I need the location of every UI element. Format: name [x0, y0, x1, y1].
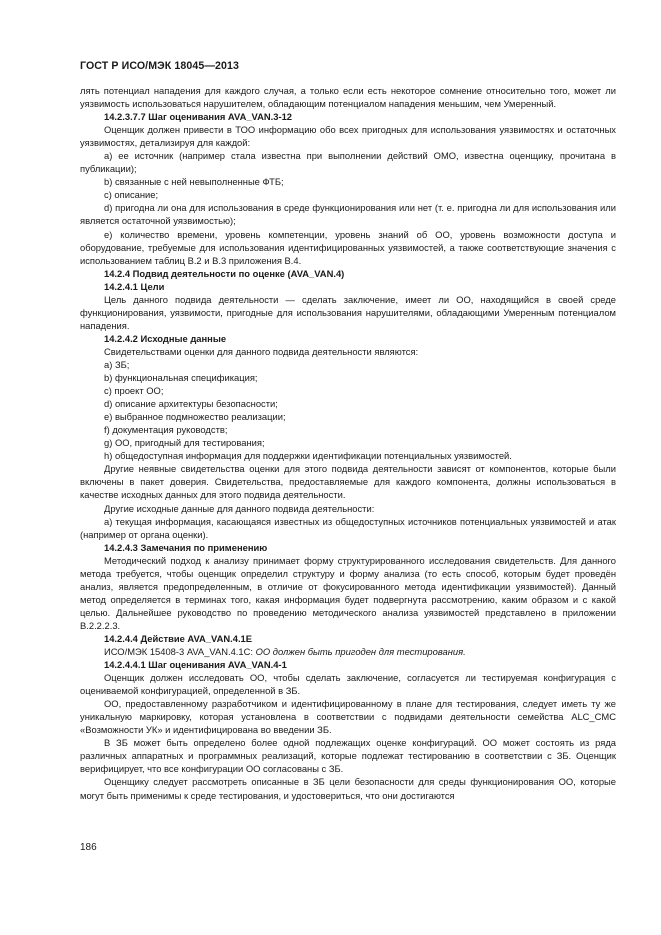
page-number: 186: [80, 842, 97, 853]
list-item: c) проект ОО;: [104, 385, 164, 397]
paragraph: Методический подход к анализу принимает форму структурированного исследования свидетельств. Для данного метода требуется, чтобы оценщик определил структуру и форму анализа (то есть способ, которым будет проведён анализ, является предопределенным, в отличие от фокусированного метода идентификации уязвимостей). Данный метод определяется в терминах того, какая информация будет подвергнута рассмотрению, каким образом и с какой целью. Дальнейшее руководство по проведению методического анализа уязвимостей представлено в приложении В.2.2.2.3.: [80, 554, 616, 631]
list-item: d) описание архитектуры безопасности;: [104, 398, 278, 410]
list-item: b) связанные с ней невыполненные ФТБ;: [104, 176, 284, 188]
note-text: ОО должен быть пригоден для тестирования.: [255, 646, 466, 658]
list-item: e) количество времени, уровень компетенции, уровень знаний об ОО, уровень возможности доступа и оборудование, требуемые для использования идентифицированных уязвимостей, а также соответствующие значения с использованием таблиц В.2 и В.3 приложения В.4.: [80, 228, 616, 266]
paragraph: Оценщик должен исследовать ОО, чтобы сделать заключение, согласуется ли тестируемая конфигурация с оцениваемой конфигурацией, определенной в ЗБ.: [80, 672, 616, 697]
paragraph: лять потенциал нападения для каждого случая, а только если есть некоторое сомнение относительно того, может ли уязвимость использоваться нарушителем, обладающим потенциалом нападения меньшим, чем Умеренный.: [80, 85, 616, 110]
list-item: a) текущая информация, касающаяся известных из общедоступных источников потенциальных уязвимостей и атак (например от органа оценки).: [80, 515, 616, 540]
body-text: [80, 84, 616, 802]
list-item: f) документация руководств;: [104, 424, 228, 436]
list-item: g) ОО, пригодный для тестирования;: [104, 437, 265, 449]
list-item: e) выбранное подмножество реализации;: [104, 411, 286, 423]
paragraph: В ЗБ может быть определено более одной подлежащих оценке конфигураций. ОО может состоять из ряда различных аппаратных и программных реализаций, которые подлежат тестированию в соответствии с ЗБ. Оценщик верифицирует, что все конфигурации ОО согласованы с ЗБ.: [80, 737, 616, 775]
section-heading: 14.2.4.4 Действие AVA_VAN.4.1E: [104, 632, 253, 644]
list-item: d) пригодна ли она для использования в среде функционирования или нет (т. е. пригодна ли для использования или является остаточной уязвимостью);: [80, 202, 616, 227]
section-heading: 14.2.4 Подвид деятельности по оценке (AVA_VAN.4): [104, 267, 345, 279]
section-heading: 14.2.4.1 Цели: [104, 280, 165, 292]
list-item: c) описание;: [104, 189, 159, 201]
section-heading: 14.2.3.7.7 Шаг оценивания AVA_VAN.3-12: [104, 111, 293, 123]
paragraph: Свидетельствами оценки для данного подвида деятельности являются:: [104, 345, 419, 357]
section-heading: 14.2.4.3 Замечания по применению: [104, 541, 268, 553]
paragraph: Оценщику следует рассмотреть описанные в ЗБ цели безопасности для среды функционирования ОО, которые могут быть применимы к среде тестирования, и удостовериться, что они достигаются: [80, 776, 616, 801]
paragraph: ОО, предоставленному разработчиком и идентифицированному в плане для тестирования, следует иметь ту же уникальную маркировку, которая установлена в соответствии с подвидами деятельности семейства ALC_CMC «Возможности УК» и идентифицирована во введении ЗБ.: [80, 698, 616, 736]
paragraph: Другие неявные свидетельства оценки для этого подвида деятельности зависят от компонентов, которые были включены в пакет доверия. Свидетельства, предоставляемые для каждого компонента, должны использоваться в качестве исходных данных для этого подвида деятельности.: [80, 463, 616, 501]
section-heading: 14.2.4.2 Исходные данные: [104, 332, 227, 344]
paragraph: Другие исходные данные для данного подвида деятельности:: [104, 502, 375, 514]
requirement-note: [80, 645, 616, 658]
list-item: b) функциональная спецификация;: [104, 372, 258, 384]
list-item: h) общедоступная информация для поддержки идентификации потенциальных уязвимостей.: [104, 450, 512, 462]
paragraph: Оценщик должен привести в ТОО информацию обо всех пригодных для использования уязвимостях и остаточных уязвимостях, детализируя для каждой:: [80, 124, 616, 149]
paragraph: Цель данного подвида деятельности — сделать заключение, имеет ли ОО, находящийся в своей среде функционирования, уязвимости, пригодные для использования нарушителями, обладающими Умеренным потенциалом нападения.: [80, 293, 616, 331]
note-prefix: ИСО/МЭК 15408-3 AVA_VAN.4.1С:: [104, 646, 256, 658]
list-item: a) ее источник (например стала известна при выполнении действий ОМО, известна оценщику, прочитана в публикации);: [80, 150, 616, 175]
section-heading: 14.2.4.4.1 Шаг оценивания AVA_VAN.4-1: [104, 659, 287, 671]
page-header: ГОСТ Р ИСО/МЭК 18045—2013: [80, 60, 239, 72]
list-item: a) ЗБ;: [104, 358, 130, 370]
